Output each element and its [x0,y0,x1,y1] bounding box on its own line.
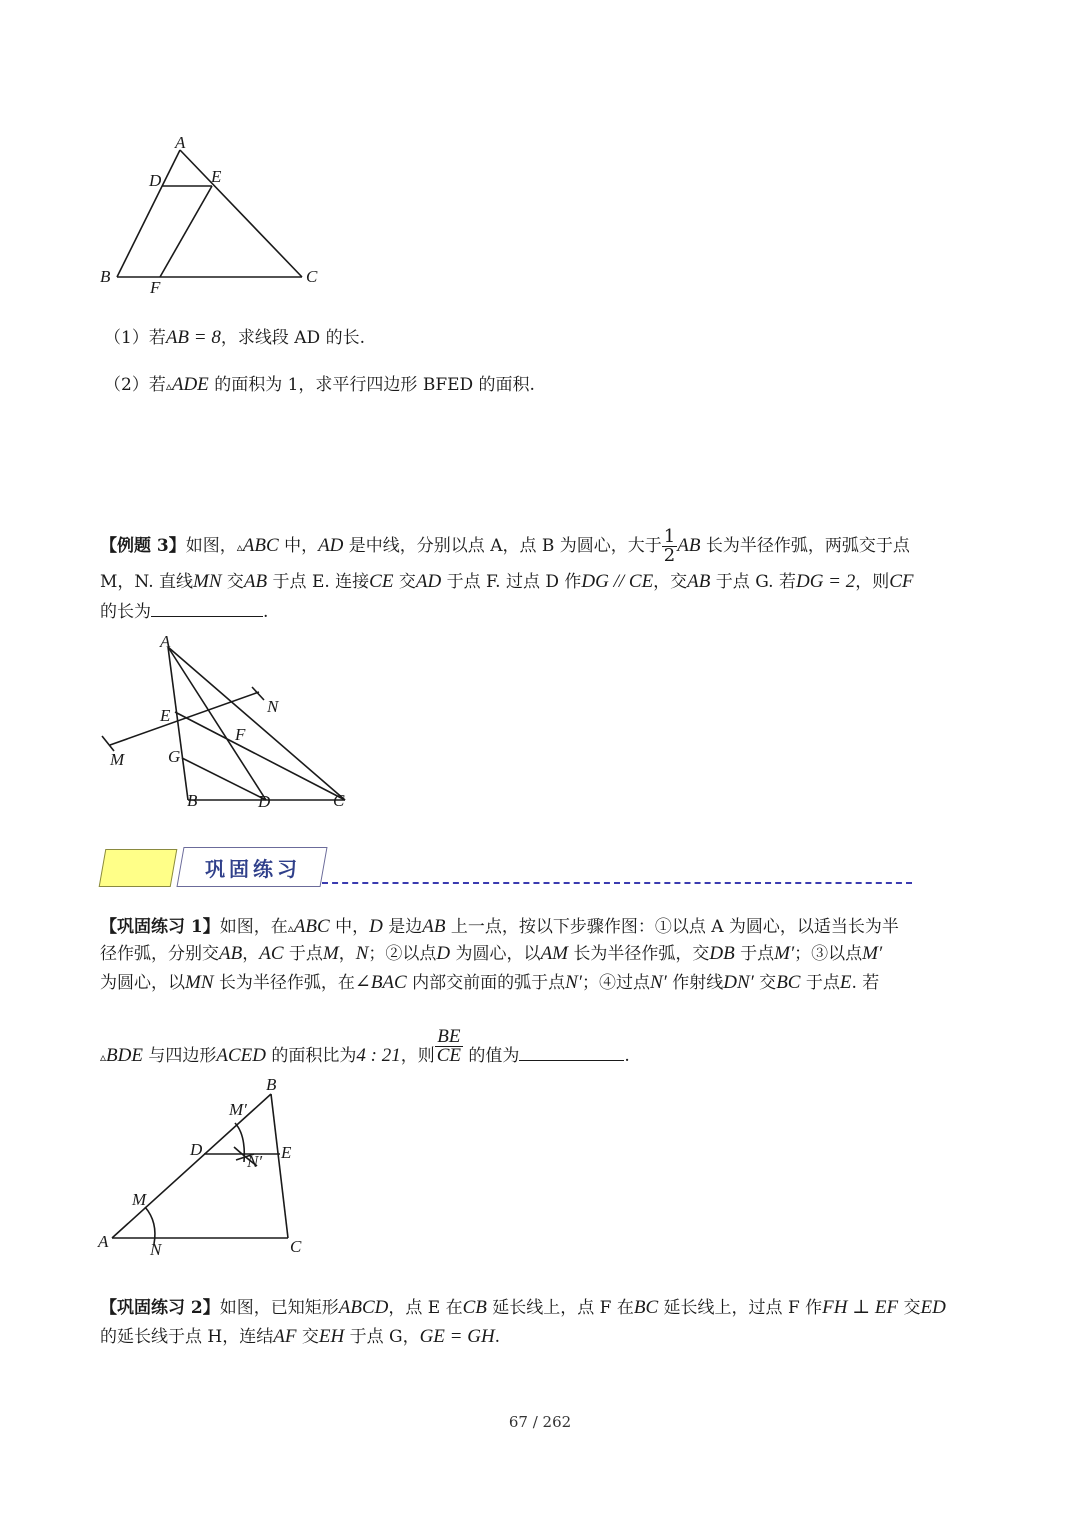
example-3-line-1: 【例题 3】如图，▵ABC 中，AD 是中线，分别以点 A，点 B 为圆心，大于 $\frac{1}{2}$ AB 长为半径作弧，两弧交于点 [100,526,910,566]
label-D: D [149,171,162,190]
fraction-one-half: $\frac{1}{2}$ [663,526,676,566]
label-N: N [150,1240,162,1259]
question-1: （1）若AB = 8，求线段 AD 的长. [104,327,365,348]
section-marker [99,849,178,887]
label-A: A [175,133,186,152]
label-M: M [110,750,125,769]
answer-blank [151,600,263,617]
section-title: 巩固练习 [205,857,301,881]
label-F: F [235,725,246,744]
label-B: B [187,791,198,810]
label-D: D [258,792,271,811]
label-A: A [160,632,171,651]
label-A: A [98,1232,109,1251]
answer-blank [519,1044,624,1061]
page-number: 67 / 262 [508,1413,572,1431]
figure-parallelogram [90,130,330,300]
practice-1-line-4: ▵BDE 与四边形ACED 的面积比为4 : 21，则 $\frac{BE}{CE}$ 的值为 . [100,1026,630,1066]
label-N-prime: N′ [247,1152,263,1171]
practice-1-line-2: 径作弧，分别交AB，AC 于点M，N；②以点D 为圆心，以AM 长为半径作弧，交DB 于点M′；③以点M′ [100,943,883,964]
example-tag: 【例题 3】 [100,536,186,556]
figure-median-construction [92,630,367,815]
label-M-prime: M′ [229,1100,247,1119]
practice-2-line-2: 的延长线于点 H，连结AF 交EH 于点 G，GE = GH. [100,1326,501,1347]
label-B: B [100,267,111,286]
practice-tag: 【巩固练习 1】 [100,917,220,937]
figure-angle-copy [92,1072,317,1262]
question-2: （2）若▵ADE 的面积为 1，求平行四边形 BFED 的面积. [104,374,535,395]
example-3-line-2: M，N. 直线MN 交AB 于点 E. 连接CE 交AD 于点 F. 过点 D 作DG // CE，交AB 于点 G. 若DG = 2，则CF [100,571,914,592]
practice-tag: 【巩固练习 2】 [100,1298,220,1318]
label-E: E [160,706,171,725]
practice-2-line-1: 【巩固练习 2】如图，已知矩形ABCD，点 E 在CB 延长线上，点 F 在BC 延长线上，过点 F 作FH ⊥ EF 交ED [100,1297,946,1318]
example-3-line-3: 的长为 . [100,602,269,622]
label-C: C [306,267,318,286]
fraction-be-ce: $\frac{BE}{CE}$ [436,1026,461,1066]
label-C: C [333,791,345,810]
label-M: M [132,1190,147,1209]
label-F: F [150,278,161,297]
label-C: C [290,1237,302,1256]
label-D: D [190,1140,203,1159]
label-B: B [266,1075,277,1094]
practice-1-line-1: 【巩固练习 1】如图，在▵ABC 中，D 是边AB 上一点，按以下步骤作图：①以点 A 为圆心，以适当长为半 [100,916,899,937]
label-E: E [211,167,222,186]
practice-1-line-3: 为圆心，以MN 长为半径作弧，在∠BAC 内部交前面的弧于点N′；④过点N′ 作射线DN′ 交BC 于点E. 若 [100,972,880,993]
label-N: N [267,697,279,716]
section-divider [322,882,912,884]
label-G: G [168,747,181,766]
label-E: E [281,1143,292,1162]
